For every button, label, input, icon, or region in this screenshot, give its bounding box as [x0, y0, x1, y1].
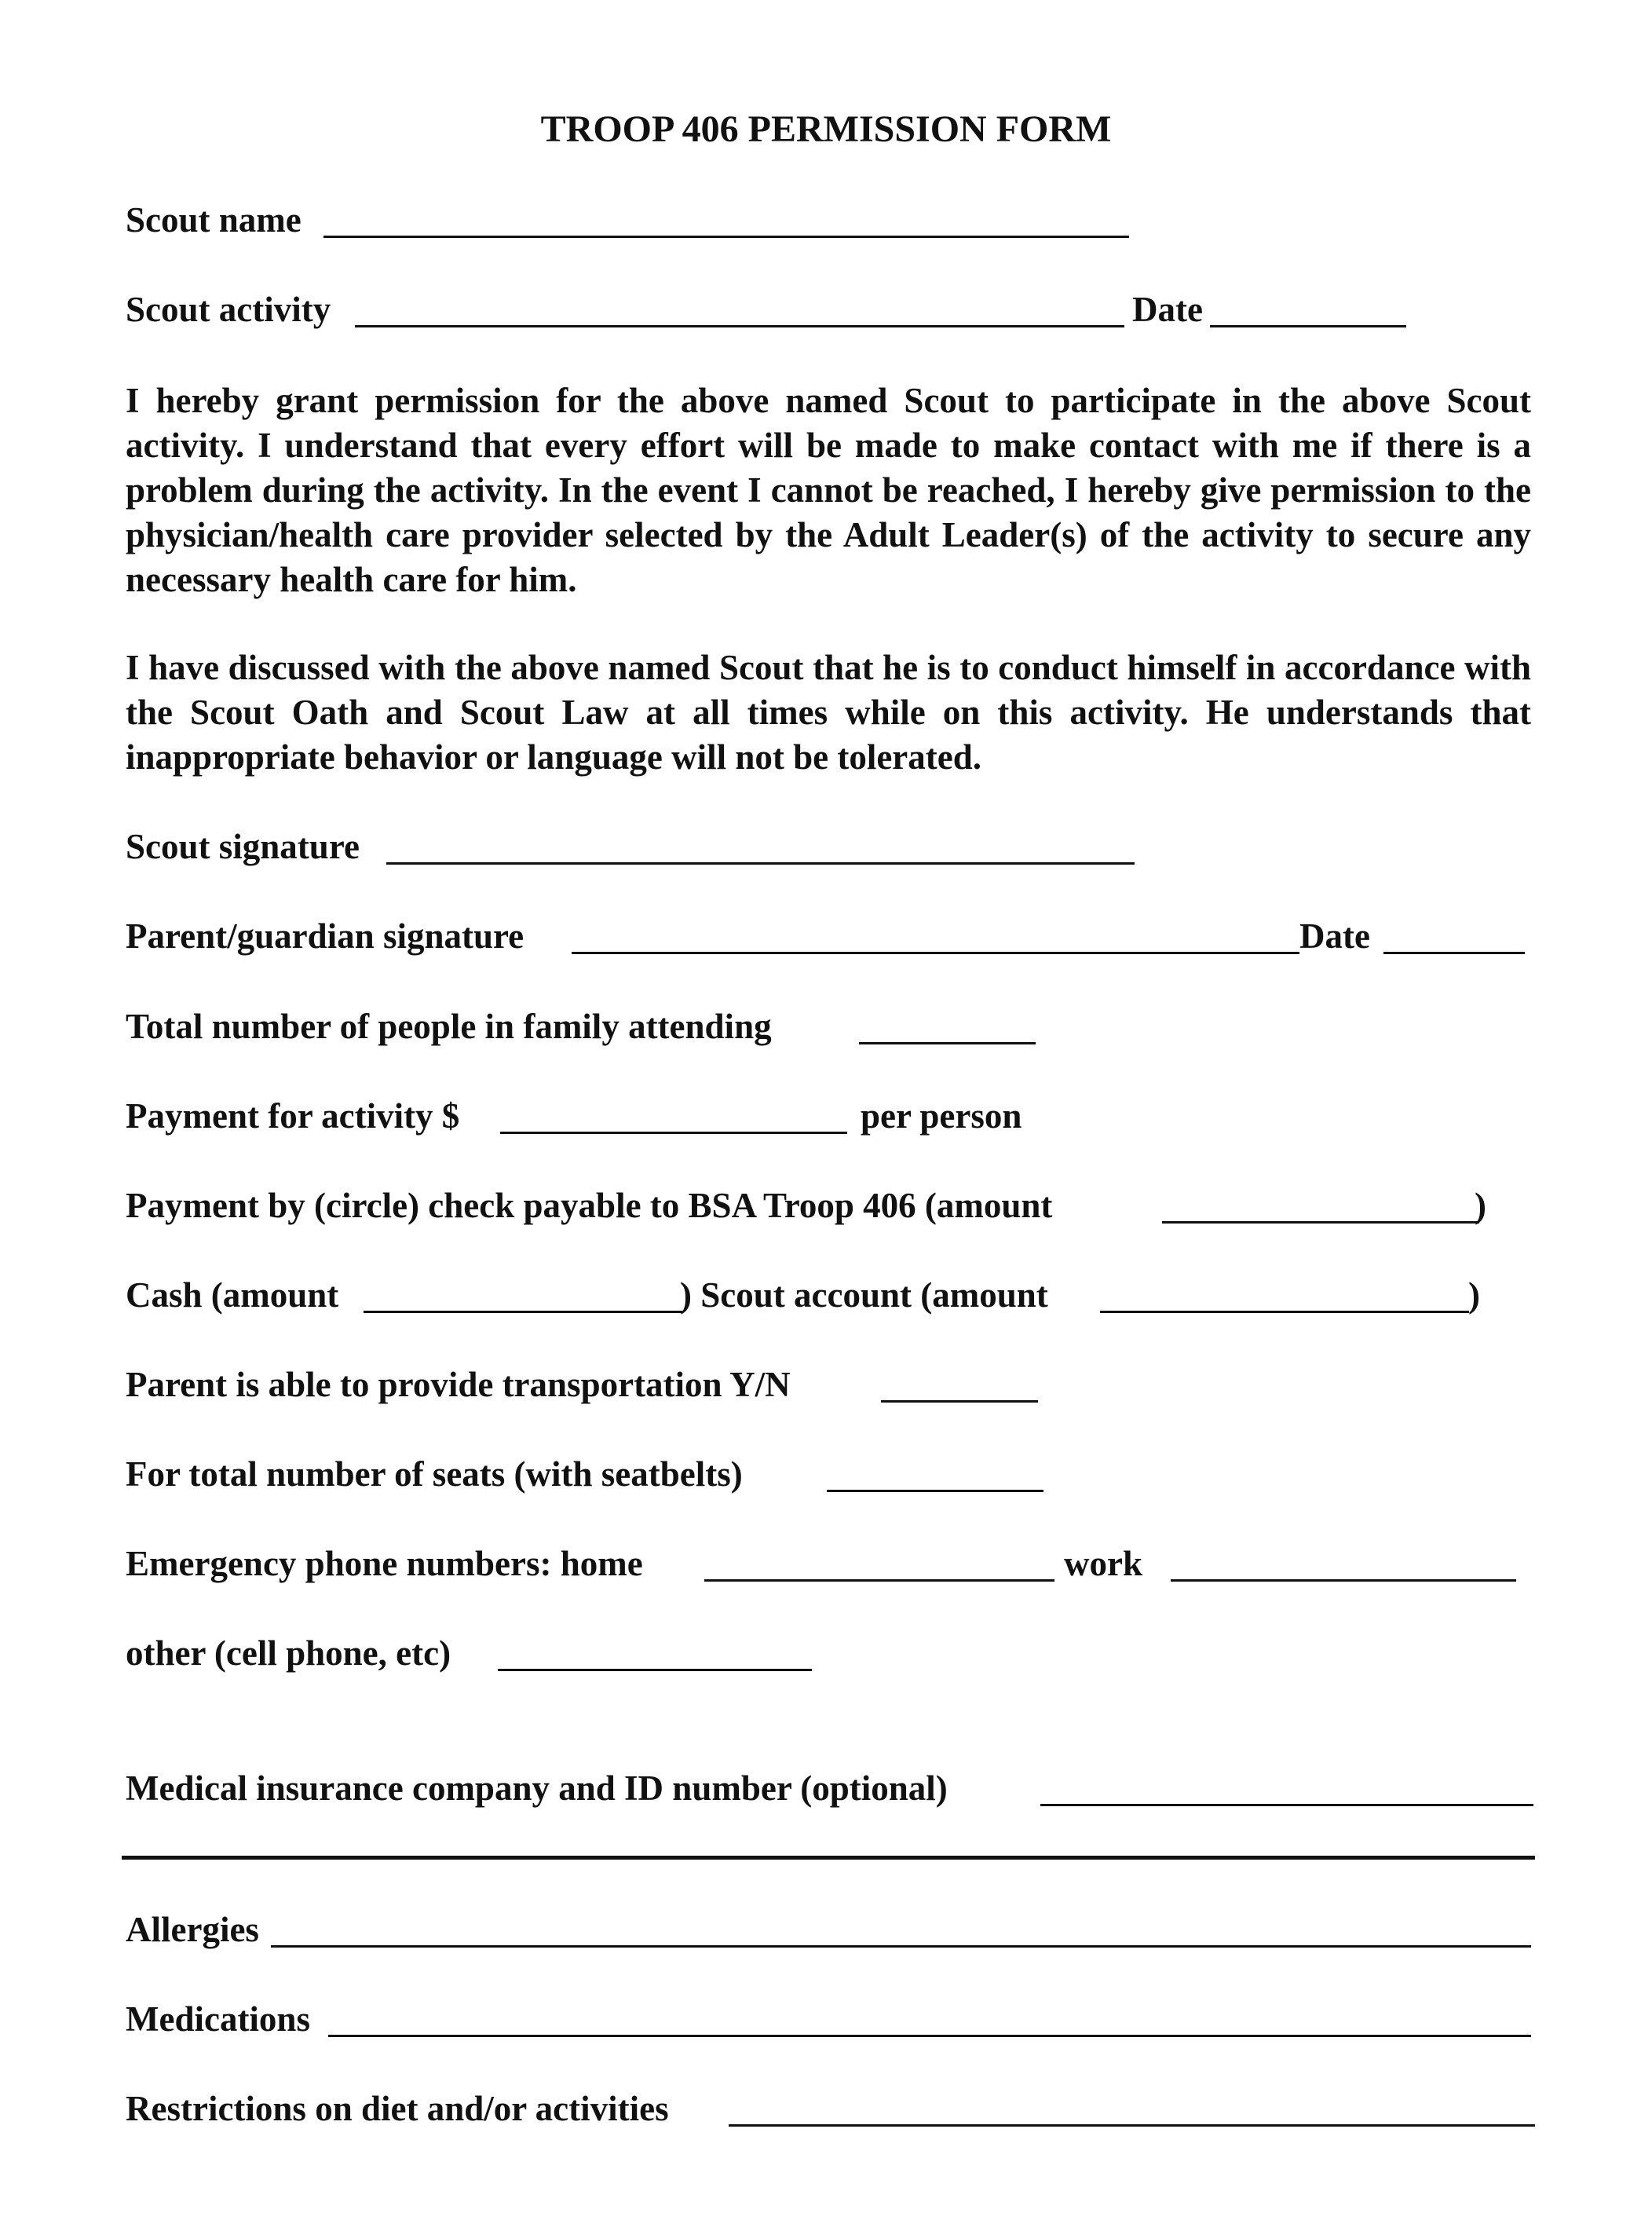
- payment-label: Payment for activity $: [126, 1096, 460, 1136]
- per-person-label: per person: [861, 1096, 1022, 1136]
- parent-date-field[interactable]: [1383, 952, 1525, 954]
- insurance-field[interactable]: [1040, 1804, 1533, 1806]
- allergies-field[interactable]: [271, 1945, 1531, 1948]
- parent-date-label: Date: [1299, 916, 1370, 956]
- scout-signature-field[interactable]: [386, 862, 1135, 865]
- medications-field[interactable]: [328, 2035, 1531, 2037]
- other-phone-label: other (cell phone, etc): [126, 1633, 451, 1673]
- transportation-field[interactable]: [881, 1400, 1038, 1403]
- seats-label: For total number of seats (with seatbelts): [126, 1454, 743, 1494]
- activity-date-label: Date: [1132, 290, 1203, 329]
- insurance-label: Medical insurance company and ID number (optional): [126, 1769, 948, 1808]
- work-phone-label: work: [1064, 1544, 1142, 1583]
- scout-signature-label: Scout signature: [126, 827, 360, 866]
- cash-label: Cash (amount: [126, 1275, 339, 1315]
- activity-date-field[interactable]: [1210, 325, 1406, 327]
- payment-amount-field[interactable]: [500, 1132, 847, 1134]
- family-attending-label: Total number of people in family attending: [126, 1007, 772, 1046]
- insurance-continuation-line[interactable]: [122, 1856, 1535, 1860]
- scout-activity-field[interactable]: [355, 325, 1124, 327]
- scout-name-label: Scout name: [126, 200, 302, 240]
- restrictions-label: Restrictions on diet and/or activities: [126, 2089, 669, 2128]
- cash-amount-field[interactable]: [364, 1311, 682, 1313]
- parent-signature-field[interactable]: [572, 952, 1299, 954]
- other-phone-field[interactable]: [498, 1669, 812, 1671]
- seats-field[interactable]: [827, 1490, 1043, 1492]
- scout-account-amount-field[interactable]: [1100, 1311, 1469, 1313]
- form-title: TROOP 406 PERMISSION FORM: [540, 108, 1112, 150]
- transportation-label: Parent is able to provide transportation Y/N: [126, 1365, 791, 1404]
- permission-paragraph: I hereby grant permission for the above named Scout to participate in the above Scout activity. I understand that every effort will be made to make contact with me if there is a problem during the activity. In the event I cannot be reached, I hereby give permission to the physician/health care provider selected by the Adult Leader(s) of the activity to secure any necessary health care for him.: [126, 381, 1531, 599]
- parent-signature-label: Parent/guardian signature: [126, 916, 524, 956]
- restrictions-field[interactable]: [729, 2124, 1535, 2127]
- conduct-paragraph: I have discussed with the above named Scout that he is to conduct himself in accordance with the Scout Oath and Scout Law at all times while on this activity. He understands that inappropriate behavior or language will not be tolerated.: [126, 648, 1531, 777]
- home-phone-field[interactable]: [704, 1579, 1054, 1582]
- payment-by-label: Payment by (circle) check payable to BSA Troop 406 (amount: [126, 1186, 1053, 1225]
- scout-name-field[interactable]: [323, 236, 1129, 238]
- medications-label: Medications: [126, 1999, 310, 2039]
- allergies-label: Allergies: [126, 1910, 259, 1949]
- family-attending-field[interactable]: [859, 1042, 1036, 1044]
- work-phone-field[interactable]: [1171, 1579, 1516, 1582]
- emergency-phone-label: Emergency phone numbers: home: [126, 1544, 643, 1583]
- check-close-paren: ): [1475, 1186, 1486, 1225]
- scout-account-label: ) Scout account (amount: [680, 1275, 1048, 1315]
- scout-activity-label: Scout activity: [126, 290, 331, 329]
- check-amount-field[interactable]: [1162, 1221, 1479, 1224]
- scout-account-close-paren: ): [1468, 1275, 1480, 1315]
